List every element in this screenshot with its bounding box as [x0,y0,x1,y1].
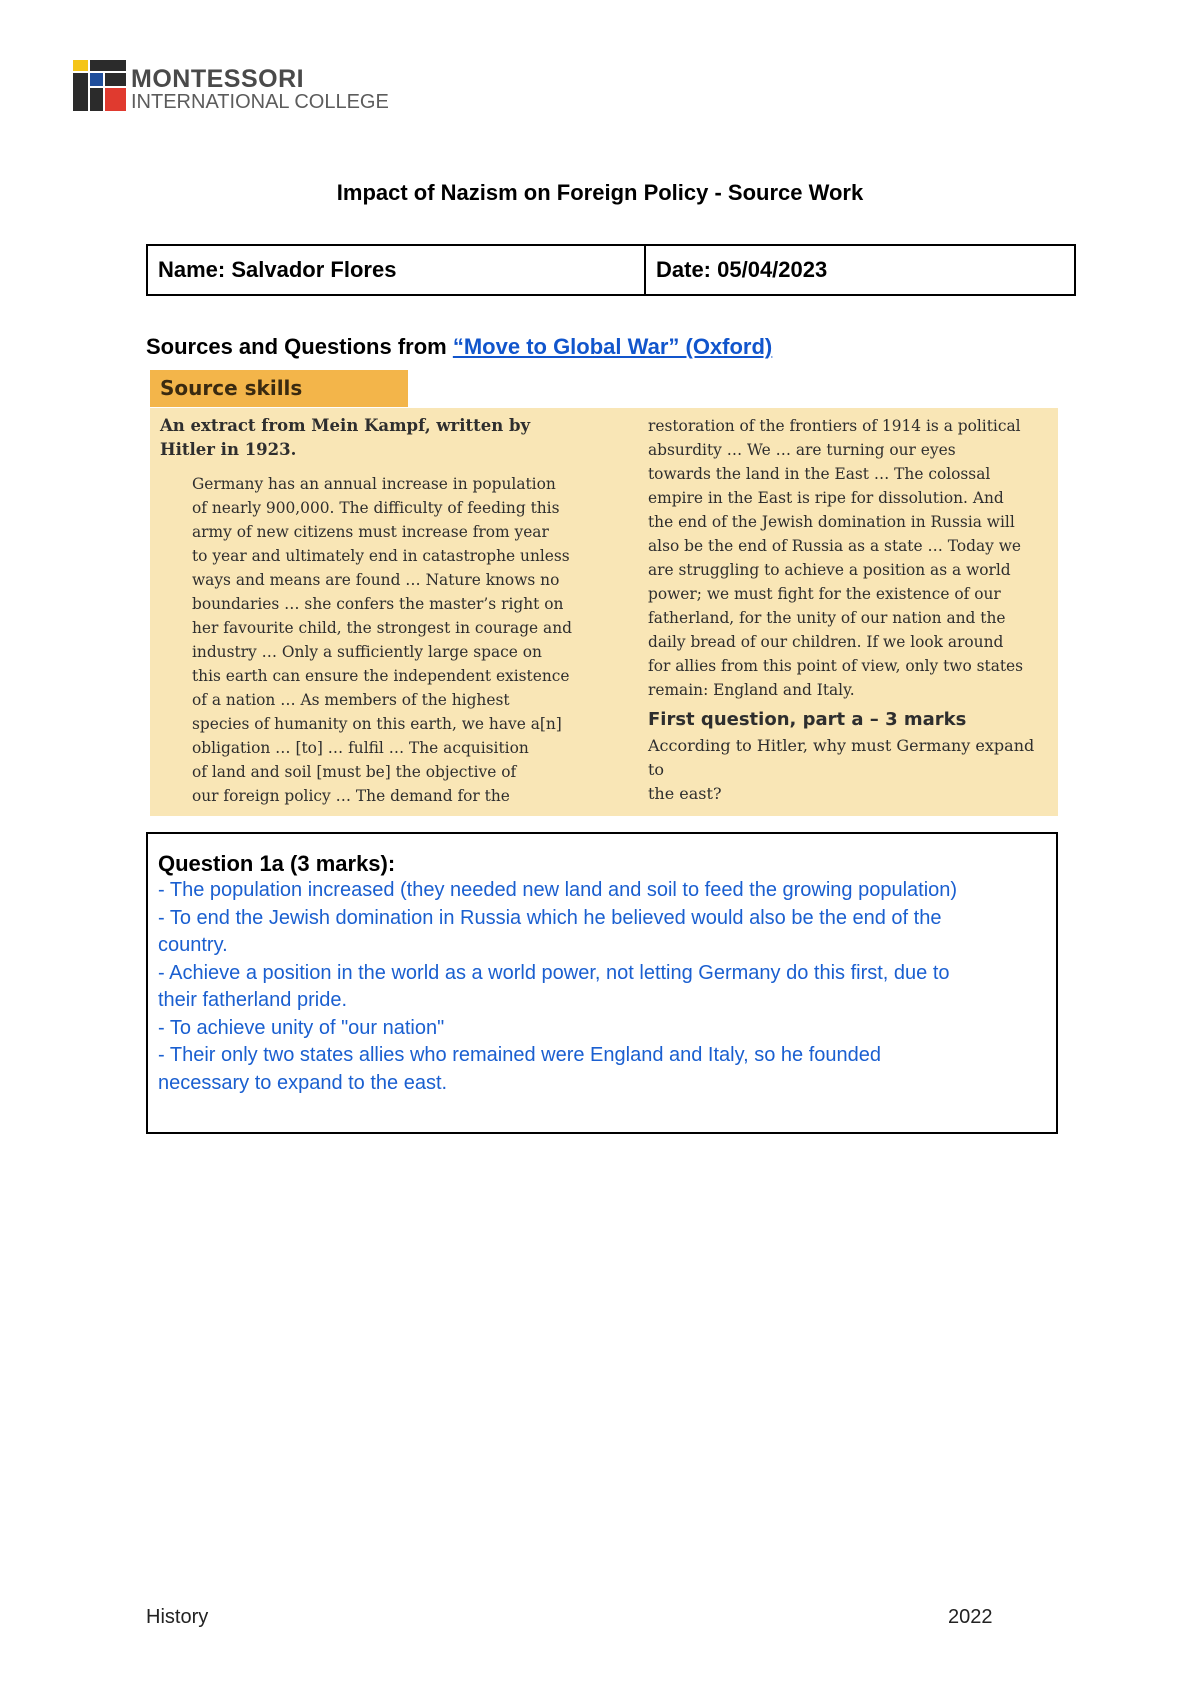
page-title: Impact of Nazism on Foreign Policy - Source Work [336,180,864,205]
answer-line: country. [158,934,228,956]
sources-heading [146,334,772,360]
answer-title: Question 1a (3 marks): [158,851,396,876]
answer-line: their fatherland pride. [158,989,348,1011]
answer-box[interactable] [146,832,1058,1134]
source-extract-image [150,408,1058,816]
logo-text-college: INTERNATIONAL COLLEGE [131,91,389,113]
source-column-left [160,414,590,808]
logo-mark-icon [73,60,126,111]
source-book-link[interactable]: “Move to Global War” (Oxford) [452,334,773,359]
question-text: According to Hitler, why must Germany expand to the east? [648,736,1035,803]
question-title: First question, part a – 3 marks [648,709,967,730]
date-cell: Date: 05/04/2023 [656,257,828,282]
answer-line: - To end the Jewish domination in Russia which he believed would also be the end of the [158,906,942,929]
source-heading: An extract from Mein Kampf, written by Hitler in 1923. [160,416,531,459]
footer-subject: History [146,1606,209,1628]
answer-line: - Achieve a position in the world as a world power, not letting Germany do this first, due to [158,961,950,984]
source-text-part1: Germany has an annual increase in population of nearly 900,000. The difficulty of feeding this army of new citizens must increase from year to year and ultimately end in catastrophe unless ways and means are found … Nature knows no boundaries … she confers the master’s right on her favourite child, the strongest in courage and industry … Only a sufficiently large space on this earth can ensure the independent existence of a nation … As members of the highest species of humanity on this earth, we have a[n] obligation … [to] … fulfil … The acquisition of land and soil [must be] the objective of our foreign policy … The demand for the [192,475,572,805]
answer-line: - The population increased (they needed new land and soil to feed the growing population) [158,879,958,901]
answer-line: - Their only two states allies who remained were England and Italy, so he founded [158,1044,882,1066]
source-skills-tab: Source skills [150,370,408,407]
student-info-table [146,244,1076,296]
answer-line: necessary to expand to the east. [158,1071,448,1094]
answer-line: - To achieve unity of "our nation" [158,1016,445,1039]
source-text-part2: restoration of the frontiers of 1914 is a political absurdity … We … are turning our eyes towards the land in the East … The colossal empire in the East is ripe for dissolution. And the end of the Jewish domination in Russia will also be the end of Russia as a state … Today we are struggling to achieve a position as a world power; we must fight for the existence of our fatherland, for the unity of our nation and the daily bread of our children. If we look around for allies from this point of view, only two states remain: England and Italy. [648,417,1024,699]
school-logo [73,60,393,120]
sources-heading-prefix: Sources and Questions from [146,334,453,359]
student-name-cell: Name: Salvador Flores [148,246,646,294]
source-column-right [648,414,1048,806]
logo-text-montessori: MONTESSORI [131,65,305,93]
footer-year: 2022 [948,1606,993,1628]
